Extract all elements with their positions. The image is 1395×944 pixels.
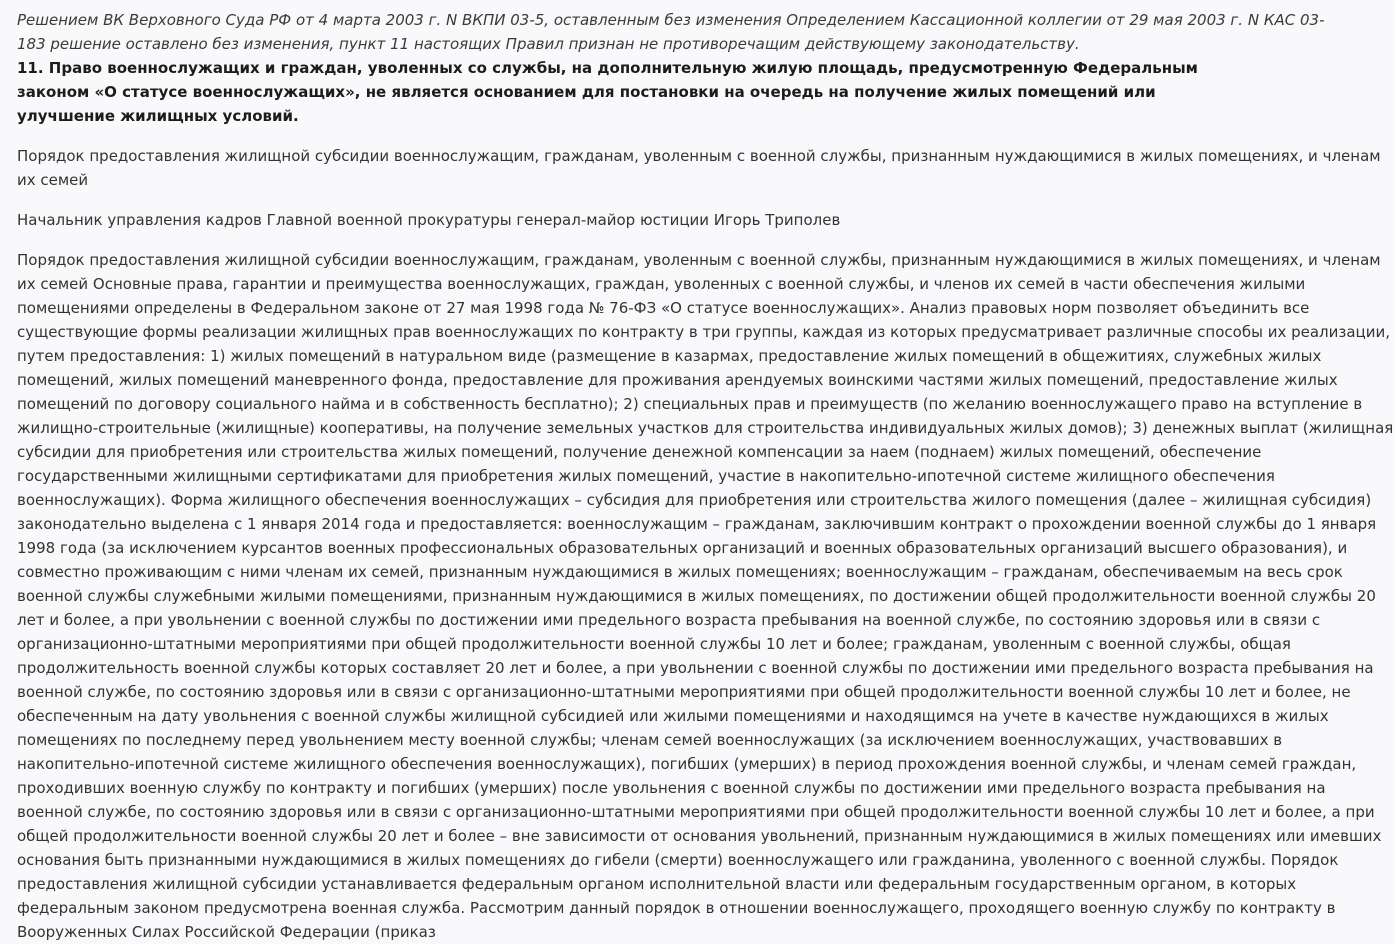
signature-paragraph: Начальник управления кадров Главной военной прокуратуры генерал-майор юстиции Игорь Триполев	[17, 211, 841, 229]
body-paragraph: Порядок предоставления жилищной субсидии военнослужащим, гражданам, уволенным с военной службы, признанным нуждающимися в жилых помещениях, и членам их семей Основные права, гарантии и преимущества военнослужащих, граждан, уволенных с военной службы, и членов их семей в части обеспечения жилыми помещениями определены в Федеральном законе от 27 мая 1998 года № 76-ФЗ «О статусе военнослужащих». Анализ правовых норм позволяет объединить все существующие формы реализации жилищных прав военнослужащих по контракту в три группы, каждая из которых предусматривает различные способы их реализации, путем предоставления: 1) жилых помещений в натуральном виде (размещение в казармах, предоставление жилых помещений в общежитиях, служебных жилых помещений, жилых помещений маневренного фонда, предоставление для проживания арендуемых воинскими частями жилых помещений, предоставление жилых помещений по договору социального найма и в собственность бесплатно); 2) специальных прав и преимуществ (по желанию военнослужащего право на вступление в жилищно-строительные (жилищные) кооперативы, на получение земельных участков для строительства индивидуальных жилых домов); 3) денежных выплат (жилищная субсидии для приобретения или строительства жилых помещений, получение денежной компенсации за наем (поднаем) жилых помещений, обеспечение государственными жилищными сертификатами для приобретения жилых помещений, участие в накопительно-ипотечной системе жилищного обеспечения военнослужащих). Форма жилищного обеспечения военнослужащих – субсидия для приобретения или строительства жилого помещения (далее – жилищная субсидия) законодательно выделена с 1 января 2014 года и предоставляется: военнослужащим – гражданам, заключившим контракт о прохождении военной службы до 1 января 1998 года (за исключением курсантов военных профессиональных образовательных организаций и военных образовательных организаций высшего образования), и совместно проживающим с ними членам их семей, признанным нуждающимися в жилых помещениях; военнослужащим – гражданам, обеспечиваемым на весь срок военной службы служебными жилыми помещениями, признанным нуждающимися в жилых помещениях, по достижении общей продолжительности военной службы 20 лет и более, а при увольнении с военной службы по достижении ими предельного возраста пребывания на военной службе, по состоянию здоровья или в связи с организационно-штатными мероприятиями при общей продолжительности военной службы 10 лет и более; гражданам, уволенным с военной службы, общая продолжительность военной службы которых составляет 20 лет и более, а при увольнении с военной службы по достижении ими предельного возраста пребывания на военной службе, по состоянию здоровья или в связи с организационно-штатными мероприятиями при общей продолжительности военной службы 10 лет и более, не обеспеченным на дату увольнения с военной службы жилищной субсидией или жилыми помещениями и находящимся на учете в качестве нуждающихся в жилых помещениях по последнему перед увольнением месту военной службы; членам семей военнослужащих (за исключением военнослужащих, участвовавших в накопительно-ипотечной системе жилищного обеспечения военнослужащих), погибших (умерших) в период прохождения военной службы, и членам семей граждан, проходивших военную службу по контракту и погибших (умерших) после увольнения с военной службы по достижении ими предельного возраста пребывания на военной службе, по состоянию здоровья или в связи с организационно-штатными мероприятиями при общей продолжительности военной службы 10 лет и более, а при общей продолжительности военной службы 20 лет и более – вне зависимости от основания увольнений, признанным нуждающимися в жилых помещениях или имевших основания быть признанными нуждающимися в жилых помещениях до гибели (смерти) военнослужащего или гражданина, уволенного с военной службы. Порядок предоставления жилищной субсидии устанавливается федеральным органом исполнительной власти или федеральным государственным органом, в которых федеральным законом предусмотрена военная служба. Рассмотрим данный порядок в отношении военнослужащего, проходящего военную службу по контракту в Вооруженных Силах Российской Федерации (приказ	[17, 251, 1394, 941]
order-title-paragraph: Порядок предоставления жилищной субсидии военнослужащим, гражданам, уволенным с военной службы, признанным нуждающимися в жилых помещениях, и членам их семей	[17, 147, 1381, 189]
rule-11-paragraph: 11. Право военнослужащих и граждан, уволенных со службы, на дополнительную жилую площадь, предусмотренную Федеральным законом «О статусе военнослужащих», не является основанием для постановки на очередь на получение жилых помещений или улучшение жилищных условий.	[17, 59, 1198, 125]
court-decision-note: Решением ВК Верховного Суда РФ от 4 марта 2003 г. N ВКПИ 03-5, оставленным без изменения Определением Кассационной коллегии от 29 мая 2003 г. N КАС 03-183 решение оставлено без изменения, пункт 11 настоящих Правил признан не противоречащим действующему законодательству.	[17, 11, 1325, 53]
